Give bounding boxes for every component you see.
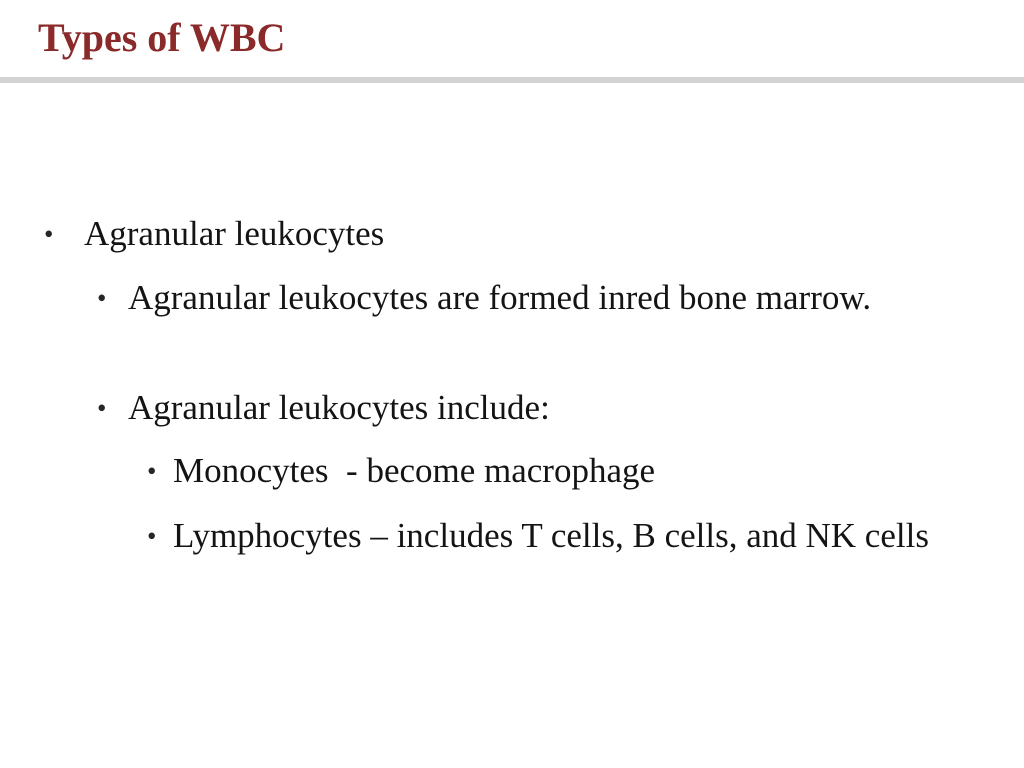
bullet-item-level-3: Lymphocytes – includes T cells, B cells, and NK cells [173, 516, 929, 555]
bullet-icon: • [97, 393, 107, 423]
bullet-icon: • [97, 283, 107, 313]
bullet-icon: • [147, 521, 157, 551]
slide-title: Types of WBC [38, 15, 286, 60]
bullet-item-level-2: Agranular leukocytes include: [128, 388, 550, 427]
bullet-item-level-1: Agranular leukocytes [84, 214, 385, 253]
bullet-icon: • [147, 456, 157, 486]
bullet-item-level-2: Agranular leukocytes are formed inred bone marrow. [128, 278, 872, 317]
bullet-item-level-3: Monocytes - become macrophage [173, 451, 656, 490]
bullet-icon: • [44, 219, 54, 249]
